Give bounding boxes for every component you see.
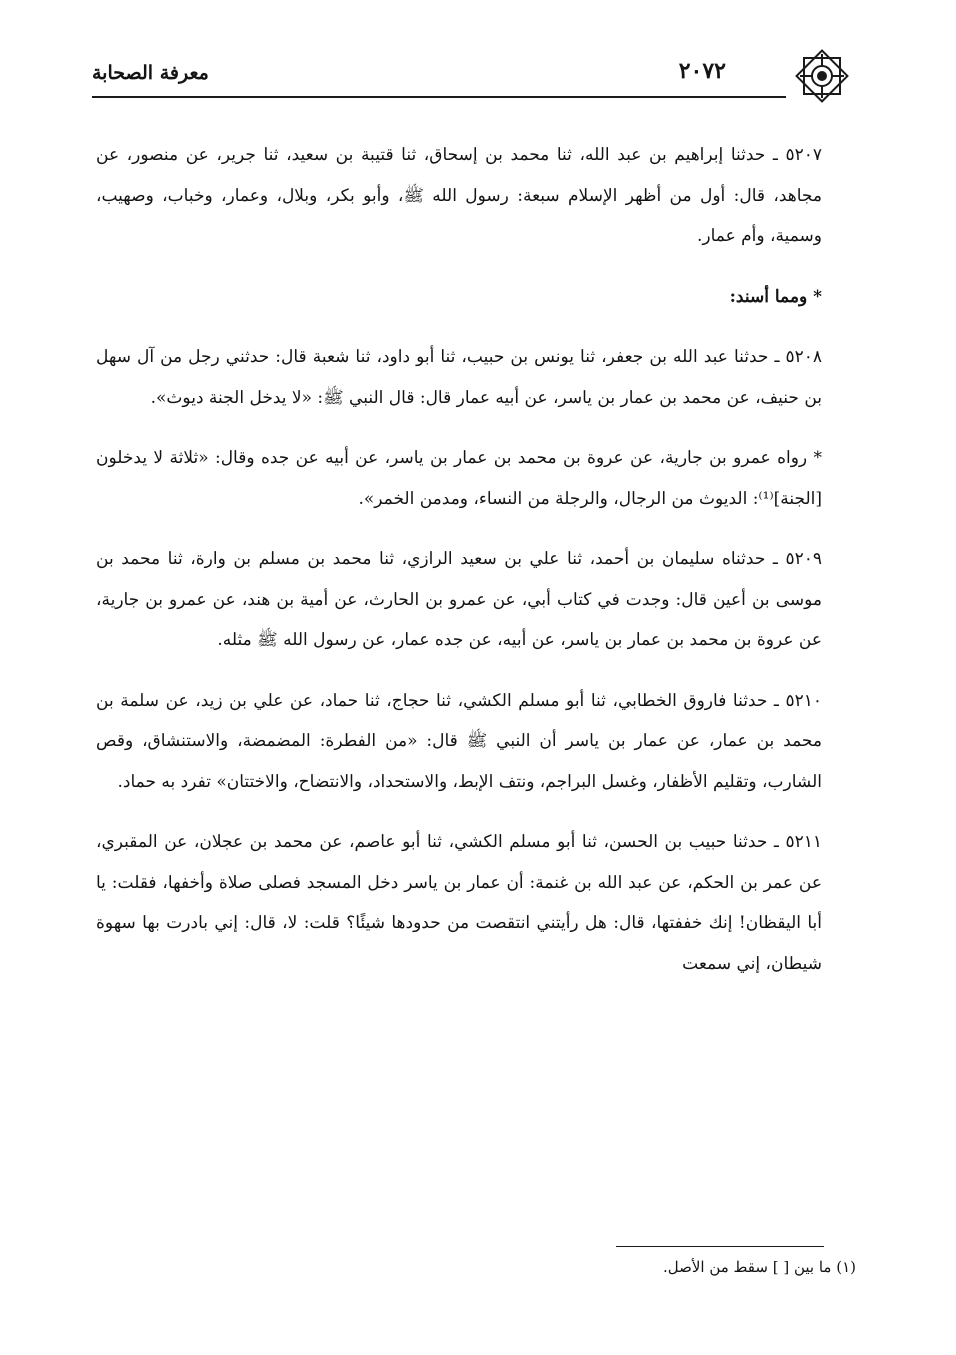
- hadith-5209: ٥٢٠٩ ـ حدثناه سليمان بن أحمد، ثنا علي بن سعيد الرازي، ثنا محمد بن مسلم بن وارة، ثنا محمد بن موسى بن أعين قال: وجدت في كتاب أبي، عن عمرو بن الحارث، عن أمية بن هند، عن عمرو بن جارية، عن عروة بن محمد بن عمار بن ياسر، عن أبيه، عن جده عمار، عن رسول الله ﷺ مثله.: [96, 549, 822, 650]
- hadith-5210: ٥٢١٠ ـ حدثنا فاروق الخطابي، ثنا أبو مسلم الكشي، ثنا حجاج، ثنا حماد، عن علي بن زيد، عن سلمة بن محمد بن عمار، عن عمار بن ياسر أن النبي ﷺ قال: «من الفطرة: المضمضة، والاستنشاق، وقص الشارب، وتقليم الأظفار، وغسل البراجم، ونتف الإبط، والاستحداد، والانتضاح، والاختتان» تفرد به حماد.: [96, 690, 822, 792]
- footnote-rule: [616, 1246, 824, 1247]
- book-title: معرفة الصحابة: [92, 62, 209, 84]
- header-rule: [92, 96, 786, 98]
- page-number: ٢٠٧٢: [678, 58, 726, 84]
- hadith-5211: ٥٢١١ ـ حدثنا حبيب بن الحسن، ثنا أبو مسلم الكشي، ثنا أبو عاصم، عن محمد بن عجلان، عن المقبري، عن عمر بن الحكم، عن عبد الله بن غنمة: أن عمار بن ياسر دخل المسجد فصلى صلاة وأخفها، فقلت: يا أبا اليقظان! إنك خففتها، قال: هل رأيتني انتقصت من حدودها شيئًا؟ قلت: لا، قال: إني بادرت بها سهوة شيطان، إني سمعت: [96, 832, 822, 974]
- hadith-5208: ٥٢٠٨ ـ حدثنا عبد الله بن جعفر، ثنا يونس بن حبيب، ثنا أبو داود، ثنا شعبة قال: حدثني رجل من آل سهل بن حنيف، عن محمد بن عمار بن ياسر، عن أبيه عمار قال: قال النبي ﷺ: «لا يدخل الجنة ديوث».: [96, 347, 822, 408]
- main-text: [96, 135, 822, 1004]
- page-header: [92, 52, 826, 102]
- hadith-5207: ٥٢٠٧ ـ حدثنا إبراهيم بن عبد الله، ثنا محمد بن إسحاق، ثنا قتيبة بن سعيد، ثنا جرير، عن منصور، عن مجاهد، قال: أول من أظهر الإسلام سبعة: رسول الله ﷺ، وأبو بكر، وبلال، وعمار، وخباب، وصهيب، وسمية، وأم عمار.: [96, 145, 822, 246]
- hadith-note: * رواه عمرو بن جارية، عن عروة بن محمد بن عمار بن ياسر، عن أبيه عن جده وقال: «ثلاثة لا يدخلون [الجنة]⁽¹⁾: الديوث من الرجال، والرجلة من النساء، ومدمن الخمر».: [96, 448, 822, 509]
- octagram-ornament-icon: [792, 46, 852, 106]
- footnote: (١) ما بين [ ] سقط من الأصل.: [662, 1258, 856, 1276]
- section-heading: * ومما أسند:: [729, 286, 822, 307]
